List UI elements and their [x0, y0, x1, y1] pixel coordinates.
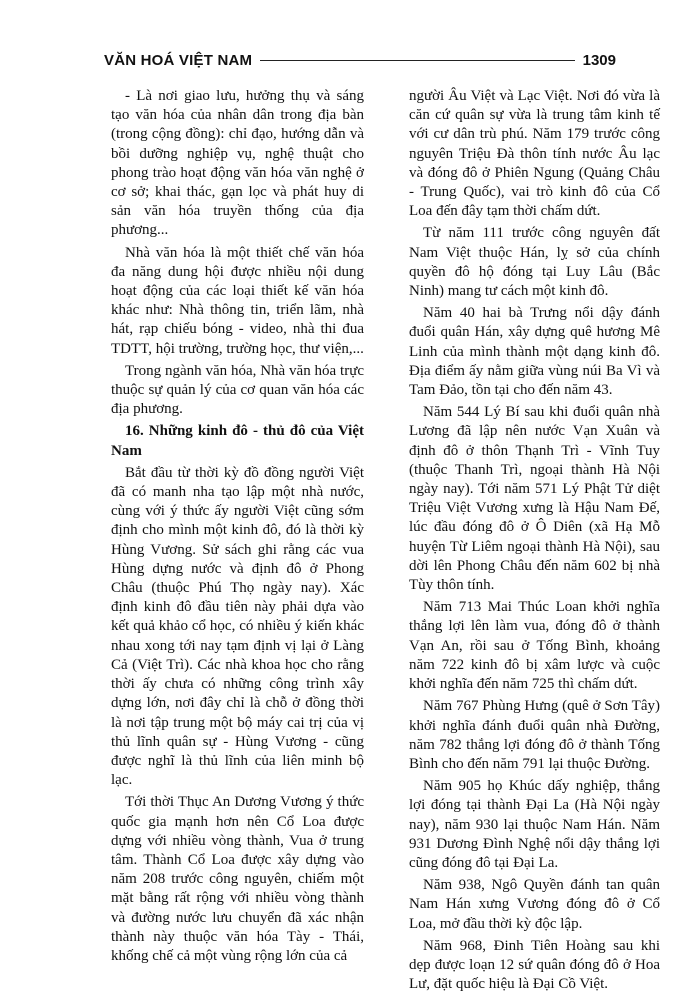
page-header — [104, 47, 616, 73]
paragraph: Năm 40 hai bà Trưng nổi dậy đánh đuổi quân Hán, xây dựng quê hương Mê Linh của mình thành một dạng kinh đô. Địa điểm ấy nằm giữa vùng núi Ba Vì và Tam Đảo, tồn tại cho đến năm 43. — [409, 305, 660, 399]
paragraph: Nhà văn hóa là một thiết chế văn hóa đa năng dung hội được nhiều nội dung hoạt động của các loại thiết kế văn hóa khác như: Nhà thông tin, triển lãm, nhà hát, rạp chiếu bóng - video, nhà thi đua TDTT, hội trường, trường học, thư viện,... — [111, 244, 364, 357]
paragraph: Năm 713 Mai Thúc Loan khởi nghĩa thắng lợi lên làm vua, đóng đô ở thành Vạn An, rồi sau ở Tống Bình, khoảng năm 722 kinh đô bị xâm lược và cuộc khởi nghĩa đến năm 725 thì chấm dứt. — [409, 599, 660, 693]
paragraph: Năm 968, Đinh Tiên Hoàng sau khi dẹp được loạn 12 sứ quân đóng đô ở Hoa Lư, đặt quốc hiệu là Đại Cồ Việt. — [409, 937, 660, 993]
header-rule — [260, 60, 574, 61]
paragraph: Năm 938, Ngô Quyền đánh tan quân Nam Hán xưng Vương đóng đô ở Cổ Loa, mở đầu thời kỳ độc lập. — [409, 877, 660, 932]
paragraph-continuation: người Âu Việt và Lạc Việt. Nơi đó vừa là căn cứ quân sự vừa là trung tâm kinh tế với cư dân trù phú. Năm 179 trước công nguyên Triệu Đà thôn tính nước Âu lạc và đóng đô ở Phiên Ngung (Quảng Châu - Trung Quốc), vai trò kinh đô của Cổ Loa đến đây tạm thời chấm dứt. — [409, 88, 660, 220]
paragraph: - Là nơi giao lưu, hưởng thụ và sáng tạo văn hóa của nhân dân trong địa bàn (trong cộng đồng): chỉ đạo, hướng dẫn và bồi dưỡng nghiệp vụ, nghệ thuật cho phong trào hoạt động văn hóa văn nghệ ở cơ sở; khai thác, gạn lọc và phát huy di sản văn hóa truyền thống của địa phương... — [111, 88, 364, 239]
paragraph: Từ năm 111 trước công nguyên đất Nam Việt thuộc Hán, lỵ sở của chính quyền đô hộ đóng tại Luy Lâu (Bắc Ninh) mang tư cách một kinh đô. — [409, 225, 660, 300]
paragraph: Năm 767 Phùng Hưng (quê ở Sơn Tây) khởi nghĩa đánh đuổi quân nhà Đường, năm 782 thắng lợi đóng đô ở thành Tống Bình cho đến năm 791 lại thuộc Đường. — [409, 698, 660, 772]
paragraph: Trong ngành văn hóa, Nhà văn hóa trực thuộc sự quản lý của cơ quan văn hóa các địa phương. — [111, 362, 364, 418]
right-column — [409, 87, 660, 997]
paragraph: Năm 905 họ Khúc dấy nghiệp, thắng lợi đóng tại thành Đại La (Hà Nội ngày nay), năm 930 lại thuộc Nam Hán. Năm 931 Dương Đình Nghệ nổi dậy thắng lợi cũng đóng đô tại Đại La. — [409, 778, 660, 871]
section-heading: 16. Những kinh đô - thủ đô của Việt Nam — [111, 423, 364, 459]
paragraph: Bắt đầu từ thời kỳ đồ đồng người Việt đã có manh nha tạo lập một nhà nước, cùng với ý thức ấy người Việt cũng sớm định cho mình một kinh đô, đó là thời kỳ Hùng Vương. Sử sách ghi rằng các vua Hùng dựng nước và định đô ở Phong Châu (thuộc Phú Thọ ngày nay). Xác định kinh đô đầu tiên này phải dựa vào kết quả khảo cổ học, có nhiều ý kiến khác nhau xong tới nay tạm định vị lại ở Làng Cả (Việt Trì). Các nhà khoa học cho rằng thời ấy chưa có những công trình xây dựng lớn, nơi đây chỉ là chỗ ở đồng thời là nơi tập trung một bộ máy cai trị của vị thủ lĩnh quân sự - Hùng Vương - cũng được nghĩ là thủ lĩnh của liên minh bộ lạc. — [111, 464, 364, 789]
running-title: VĂN HOÁ VIỆT NAM — [104, 51, 253, 69]
page-number: 1309 — [582, 51, 616, 69]
left-column — [111, 87, 364, 969]
paragraph: Tới thời Thục An Dương Vương ý thức quốc gia mạnh hơn nên Cổ Loa được dựng với nhiều vòng thành, Vua ở trung tâm. Thành Cổ Loa được xây dựng vào năm 208 trước công nguyên, chiếm một mặt bằng rất rộng với nhiều vòng thành và đường nước lưu chuyển đã xác nhận thành này thuộc văn hóa Tày - Thái, khống chế cả một vùng rộng lớn của cả — [111, 794, 364, 964]
paragraph: Năm 544 Lý Bí sau khi đuổi quân nhà Lương đã lập nên nước Vạn Xuân và định đô ở thôn Thạnh Trì - Vĩnh Tuy (thuộc Thanh Trì, ngoại thành Hà Nội ngày nay). Tới năm 571 Lý Phật Tử diệt Triệu Việt Vương xưng là Hậu Nam Đế, lúc đầu đóng đô ở Ô Diên (xã Hạ Mỗ huyện Từ Liêm ngoại thành Hà Nội), sau dời lên Phong Châu đến năm 602 bị nhà Tùy thôn tính. — [409, 404, 660, 594]
